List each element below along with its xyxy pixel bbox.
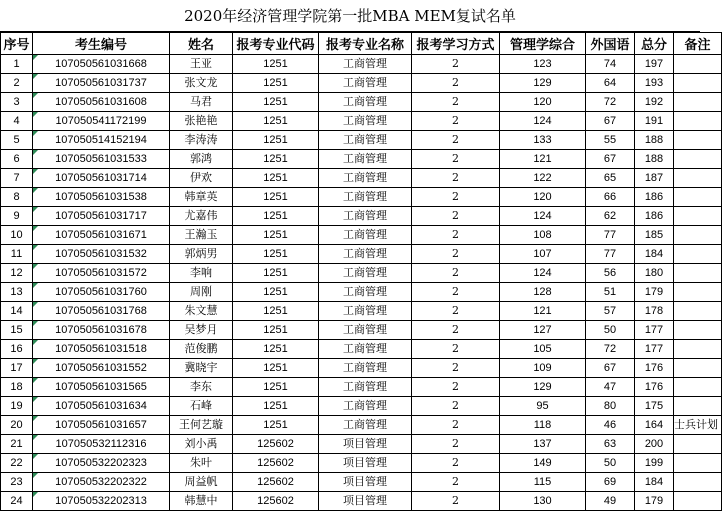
cell-row-index: 4 [1, 112, 33, 131]
cell-foreign-language-score: 62 [586, 207, 635, 226]
table-row [1, 473, 722, 492]
cell-foreign-language-score: 67 [586, 112, 635, 131]
cell-name: 马君 [170, 93, 233, 112]
table-row [1, 435, 722, 454]
cell-management-score: 122 [500, 169, 586, 188]
cell-total-score: 178 [635, 302, 674, 321]
cell-study-mode: 2 [412, 435, 500, 454]
cell-remarks [674, 492, 722, 511]
header-remarks: 备注 [674, 33, 722, 55]
cell-major-code: 1251 [233, 397, 319, 416]
cell-row-index: 22 [1, 454, 33, 473]
cell-foreign-language-score: 46 [586, 416, 635, 435]
cell-total-score: 176 [635, 359, 674, 378]
table-row [1, 93, 722, 112]
table-row [1, 321, 722, 340]
cell-major-name: 工商管理 [319, 397, 412, 416]
cell-foreign-language-score: 77 [586, 245, 635, 264]
cell-study-mode: 2 [412, 283, 500, 302]
cell-student-id: 107050532202323 [33, 454, 170, 473]
cell-remarks [674, 378, 722, 397]
cell-major-name: 工商管理 [319, 340, 412, 359]
cell-name: 周益帆 [170, 473, 233, 492]
cell-study-mode: 2 [412, 188, 500, 207]
cell-major-code: 1251 [233, 150, 319, 169]
candidate-table [0, 32, 722, 511]
cell-remarks [674, 359, 722, 378]
cell-student-id: 107050561031533 [33, 150, 170, 169]
table-row [1, 245, 722, 264]
table-row [1, 131, 722, 150]
cell-study-mode: 2 [412, 302, 500, 321]
cell-student-id: 107050541172199 [33, 112, 170, 131]
cell-major-code: 1251 [233, 264, 319, 283]
cell-row-index: 2 [1, 74, 33, 93]
cell-name: 王何艺璇 [170, 416, 233, 435]
cell-management-score: 133 [500, 131, 586, 150]
cell-student-id: 107050561031532 [33, 245, 170, 264]
cell-total-score: 192 [635, 93, 674, 112]
cell-major-code: 1251 [233, 207, 319, 226]
cell-remarks [674, 264, 722, 283]
header-name: 姓名 [170, 33, 233, 55]
cell-study-mode: 2 [412, 397, 500, 416]
cell-remarks [674, 93, 722, 112]
cell-foreign-language-score: 49 [586, 492, 635, 511]
cell-name: 吴梦月 [170, 321, 233, 340]
cell-management-score: 120 [500, 188, 586, 207]
cell-total-score: 191 [635, 112, 674, 131]
cell-management-score: 121 [500, 302, 586, 321]
cell-remarks [674, 340, 722, 359]
cell-total-score: 179 [635, 492, 674, 511]
cell-row-index: 13 [1, 283, 33, 302]
cell-major-code: 125602 [233, 435, 319, 454]
cell-row-index: 7 [1, 169, 33, 188]
table-row [1, 492, 722, 511]
cell-major-name: 工商管理 [319, 245, 412, 264]
cell-student-id: 107050561031671 [33, 226, 170, 245]
cell-total-score: 180 [635, 264, 674, 283]
cell-student-id: 107050561031714 [33, 169, 170, 188]
cell-student-id: 107050514152194 [33, 131, 170, 150]
cell-row-index: 3 [1, 93, 33, 112]
cell-row-index: 5 [1, 131, 33, 150]
cell-name: 冀晓宇 [170, 359, 233, 378]
cell-study-mode: 2 [412, 359, 500, 378]
cell-student-id: 107050532202322 [33, 473, 170, 492]
cell-student-id: 107050561031552 [33, 359, 170, 378]
cell-major-code: 125602 [233, 454, 319, 473]
cell-row-index: 12 [1, 264, 33, 283]
cell-student-id: 107050561031608 [33, 93, 170, 112]
cell-major-code: 125602 [233, 492, 319, 511]
cell-major-code: 1251 [233, 93, 319, 112]
cell-remarks [674, 245, 722, 264]
cell-remarks [674, 150, 722, 169]
cell-management-score: 118 [500, 416, 586, 435]
cell-management-score: 149 [500, 454, 586, 473]
cell-remarks [674, 112, 722, 131]
cell-major-name: 工商管理 [319, 264, 412, 283]
cell-name: 郭鸿 [170, 150, 233, 169]
cell-row-index: 24 [1, 492, 33, 511]
cell-foreign-language-score: 69 [586, 473, 635, 492]
cell-row-index: 6 [1, 150, 33, 169]
cell-name: 刘小禹 [170, 435, 233, 454]
cell-study-mode: 2 [412, 416, 500, 435]
cell-study-mode: 2 [412, 207, 500, 226]
cell-row-index: 20 [1, 416, 33, 435]
cell-student-id: 107050561031760 [33, 283, 170, 302]
cell-name: 伊欢 [170, 169, 233, 188]
cell-remarks [674, 188, 722, 207]
cell-total-score: 176 [635, 378, 674, 397]
cell-total-score: 179 [635, 283, 674, 302]
cell-foreign-language-score: 57 [586, 302, 635, 321]
cell-major-name: 工商管理 [319, 93, 412, 112]
cell-remarks [674, 131, 722, 150]
cell-major-name: 工商管理 [319, 378, 412, 397]
cell-management-score: 129 [500, 74, 586, 93]
cell-study-mode: 2 [412, 55, 500, 74]
cell-major-name: 项目管理 [319, 454, 412, 473]
cell-foreign-language-score: 66 [586, 188, 635, 207]
cell-row-index: 8 [1, 188, 33, 207]
cell-study-mode: 2 [412, 226, 500, 245]
cell-student-id: 107050561031768 [33, 302, 170, 321]
cell-total-score: 199 [635, 454, 674, 473]
cell-study-mode: 2 [412, 473, 500, 492]
header-row-index: 序号 [1, 33, 33, 55]
cell-total-score: 177 [635, 321, 674, 340]
table-row [1, 150, 722, 169]
cell-total-score: 193 [635, 74, 674, 93]
cell-total-score: 197 [635, 55, 674, 74]
cell-remarks [674, 55, 722, 74]
header-row [1, 33, 722, 55]
cell-management-score: 115 [500, 473, 586, 492]
cell-major-name: 项目管理 [319, 435, 412, 454]
cell-student-id: 107050561031572 [33, 264, 170, 283]
cell-foreign-language-score: 55 [586, 131, 635, 150]
cell-total-score: 177 [635, 340, 674, 359]
cell-major-code: 125602 [233, 473, 319, 492]
cell-row-index: 19 [1, 397, 33, 416]
cell-row-index: 14 [1, 302, 33, 321]
cell-student-id: 107050561031678 [33, 321, 170, 340]
cell-total-score: 186 [635, 188, 674, 207]
cell-major-name: 工商管理 [319, 150, 412, 169]
cell-major-name: 工商管理 [319, 283, 412, 302]
cell-total-score: 184 [635, 473, 674, 492]
cell-student-id: 107050561031668 [33, 55, 170, 74]
cell-study-mode: 2 [412, 169, 500, 188]
cell-remarks [674, 454, 722, 473]
cell-management-score: 108 [500, 226, 586, 245]
cell-major-name: 工商管理 [319, 321, 412, 340]
cell-remarks [674, 397, 722, 416]
cell-foreign-language-score: 74 [586, 55, 635, 74]
cell-row-index: 10 [1, 226, 33, 245]
cell-management-score: 107 [500, 245, 586, 264]
cell-major-code: 1251 [233, 302, 319, 321]
cell-management-score: 124 [500, 264, 586, 283]
cell-student-id: 107050561031518 [33, 340, 170, 359]
cell-student-id: 107050532112316 [33, 435, 170, 454]
cell-study-mode: 2 [412, 74, 500, 93]
cell-total-score: 187 [635, 169, 674, 188]
cell-major-name: 工商管理 [319, 416, 412, 435]
cell-major-name: 项目管理 [319, 473, 412, 492]
table-row [1, 302, 722, 321]
cell-row-index: 16 [1, 340, 33, 359]
cell-management-score: 121 [500, 150, 586, 169]
table-row [1, 283, 722, 302]
table-row [1, 55, 722, 74]
cell-major-name: 工商管理 [319, 169, 412, 188]
cell-name: 李响 [170, 264, 233, 283]
cell-major-name: 工商管理 [319, 55, 412, 74]
cell-major-name: 工商管理 [319, 74, 412, 93]
cell-major-code: 1251 [233, 340, 319, 359]
cell-foreign-language-score: 67 [586, 150, 635, 169]
cell-foreign-language-score: 50 [586, 321, 635, 340]
cell-student-id: 107050532202313 [33, 492, 170, 511]
cell-name: 石峰 [170, 397, 233, 416]
table-row [1, 340, 722, 359]
cell-major-name: 工商管理 [319, 207, 412, 226]
cell-major-code: 1251 [233, 169, 319, 188]
cell-total-score: 175 [635, 397, 674, 416]
header-total-score: 总分 [635, 33, 674, 55]
cell-management-score: 124 [500, 112, 586, 131]
cell-student-id: 107050561031538 [33, 188, 170, 207]
cell-name: 韩慧中 [170, 492, 233, 511]
cell-study-mode: 2 [412, 131, 500, 150]
cell-remarks [674, 283, 722, 302]
cell-student-id: 107050561031737 [33, 74, 170, 93]
cell-total-score: 186 [635, 207, 674, 226]
cell-major-name: 工商管理 [319, 359, 412, 378]
cell-major-code: 1251 [233, 112, 319, 131]
cell-remarks [674, 226, 722, 245]
cell-foreign-language-score: 56 [586, 264, 635, 283]
cell-student-id: 107050561031657 [33, 416, 170, 435]
cell-major-code: 1251 [233, 321, 319, 340]
cell-remarks [674, 435, 722, 454]
cell-management-score: 105 [500, 340, 586, 359]
cell-management-score: 130 [500, 492, 586, 511]
cell-student-id: 107050561031717 [33, 207, 170, 226]
header-foreign-language-score: 外国语 [586, 33, 635, 55]
table-row [1, 207, 722, 226]
cell-study-mode: 2 [412, 112, 500, 131]
table-row [1, 397, 722, 416]
cell-name: 王瀚玉 [170, 226, 233, 245]
cell-foreign-language-score: 65 [586, 169, 635, 188]
header-student-id: 考生编号 [33, 33, 170, 55]
cell-management-score: 123 [500, 55, 586, 74]
cell-total-score: 184 [635, 245, 674, 264]
cell-name: 王亚 [170, 55, 233, 74]
cell-major-code: 1251 [233, 245, 319, 264]
table-row [1, 112, 722, 131]
cell-name: 郭炳男 [170, 245, 233, 264]
cell-row-index: 17 [1, 359, 33, 378]
cell-remarks [674, 169, 722, 188]
cell-major-code: 1251 [233, 188, 319, 207]
cell-foreign-language-score: 47 [586, 378, 635, 397]
cell-management-score: 109 [500, 359, 586, 378]
cell-foreign-language-score: 64 [586, 74, 635, 93]
cell-study-mode: 2 [412, 454, 500, 473]
table-row [1, 226, 722, 245]
table-row [1, 416, 722, 435]
cell-management-score: 124 [500, 207, 586, 226]
cell-name: 李东 [170, 378, 233, 397]
cell-name: 周刚 [170, 283, 233, 302]
cell-total-score: 188 [635, 131, 674, 150]
cell-major-code: 1251 [233, 131, 319, 150]
cell-major-name: 工商管理 [319, 188, 412, 207]
cell-study-mode: 2 [412, 378, 500, 397]
cell-name: 张艳艳 [170, 112, 233, 131]
cell-study-mode: 2 [412, 340, 500, 359]
cell-row-index: 21 [1, 435, 33, 454]
cell-name: 尤嘉伟 [170, 207, 233, 226]
cell-name: 朱文慧 [170, 302, 233, 321]
table-row [1, 169, 722, 188]
cell-name: 张文龙 [170, 74, 233, 93]
cell-foreign-language-score: 77 [586, 226, 635, 245]
cell-study-mode: 2 [412, 321, 500, 340]
cell-management-score: 137 [500, 435, 586, 454]
cell-foreign-language-score: 80 [586, 397, 635, 416]
cell-foreign-language-score: 72 [586, 93, 635, 112]
cell-major-name: 工商管理 [319, 226, 412, 245]
cell-row-index: 11 [1, 245, 33, 264]
cell-foreign-language-score: 63 [586, 435, 635, 454]
cell-remarks: 士兵计划 [674, 416, 722, 435]
cell-row-index: 18 [1, 378, 33, 397]
table-row [1, 378, 722, 397]
cell-total-score: 200 [635, 435, 674, 454]
table-row [1, 74, 722, 93]
header-major-name: 报考专业名称 [319, 33, 412, 55]
cell-major-code: 1251 [233, 74, 319, 93]
cell-name: 范俊鹏 [170, 340, 233, 359]
cell-remarks [674, 473, 722, 492]
page-title: 2020年经济管理学院第一批MBA MEM复试名单 [0, 0, 700, 32]
cell-name: 朱叶 [170, 454, 233, 473]
cell-major-code: 1251 [233, 378, 319, 397]
cell-management-score: 128 [500, 283, 586, 302]
cell-major-name: 项目管理 [319, 492, 412, 511]
cell-row-index: 15 [1, 321, 33, 340]
cell-major-code: 1251 [233, 283, 319, 302]
cell-student-id: 107050561031634 [33, 397, 170, 416]
cell-foreign-language-score: 50 [586, 454, 635, 473]
cell-foreign-language-score: 67 [586, 359, 635, 378]
cell-row-index: 9 [1, 207, 33, 226]
cell-remarks [674, 74, 722, 93]
header-study-mode: 报考学习方式 [412, 33, 500, 55]
cell-major-code: 1251 [233, 416, 319, 435]
table-row [1, 454, 722, 473]
cell-management-score: 95 [500, 397, 586, 416]
cell-major-name: 工商管理 [319, 112, 412, 131]
table-row [1, 264, 722, 283]
cell-major-name: 工商管理 [319, 302, 412, 321]
cell-major-code: 1251 [233, 55, 319, 74]
cell-name: 韩章英 [170, 188, 233, 207]
header-major-code: 报考专业代码 [233, 33, 319, 55]
cell-foreign-language-score: 72 [586, 340, 635, 359]
cell-major-code: 1251 [233, 359, 319, 378]
cell-management-score: 120 [500, 93, 586, 112]
table-row [1, 359, 722, 378]
cell-total-score: 164 [635, 416, 674, 435]
cell-management-score: 129 [500, 378, 586, 397]
cell-total-score: 185 [635, 226, 674, 245]
cell-major-code: 1251 [233, 226, 319, 245]
cell-row-index: 23 [1, 473, 33, 492]
cell-total-score: 188 [635, 150, 674, 169]
cell-study-mode: 2 [412, 264, 500, 283]
cell-name: 李涛涛 [170, 131, 233, 150]
cell-study-mode: 2 [412, 93, 500, 112]
cell-major-name: 工商管理 [319, 131, 412, 150]
cell-remarks [674, 302, 722, 321]
cell-remarks [674, 207, 722, 226]
cell-student-id: 107050561031565 [33, 378, 170, 397]
header-management-score: 管理学综合 [500, 33, 586, 55]
cell-remarks [674, 321, 722, 340]
table-row [1, 188, 722, 207]
cell-study-mode: 2 [412, 245, 500, 264]
cell-management-score: 127 [500, 321, 586, 340]
cell-study-mode: 2 [412, 150, 500, 169]
cell-row-index: 1 [1, 55, 33, 74]
cell-foreign-language-score: 51 [586, 283, 635, 302]
cell-study-mode: 2 [412, 492, 500, 511]
